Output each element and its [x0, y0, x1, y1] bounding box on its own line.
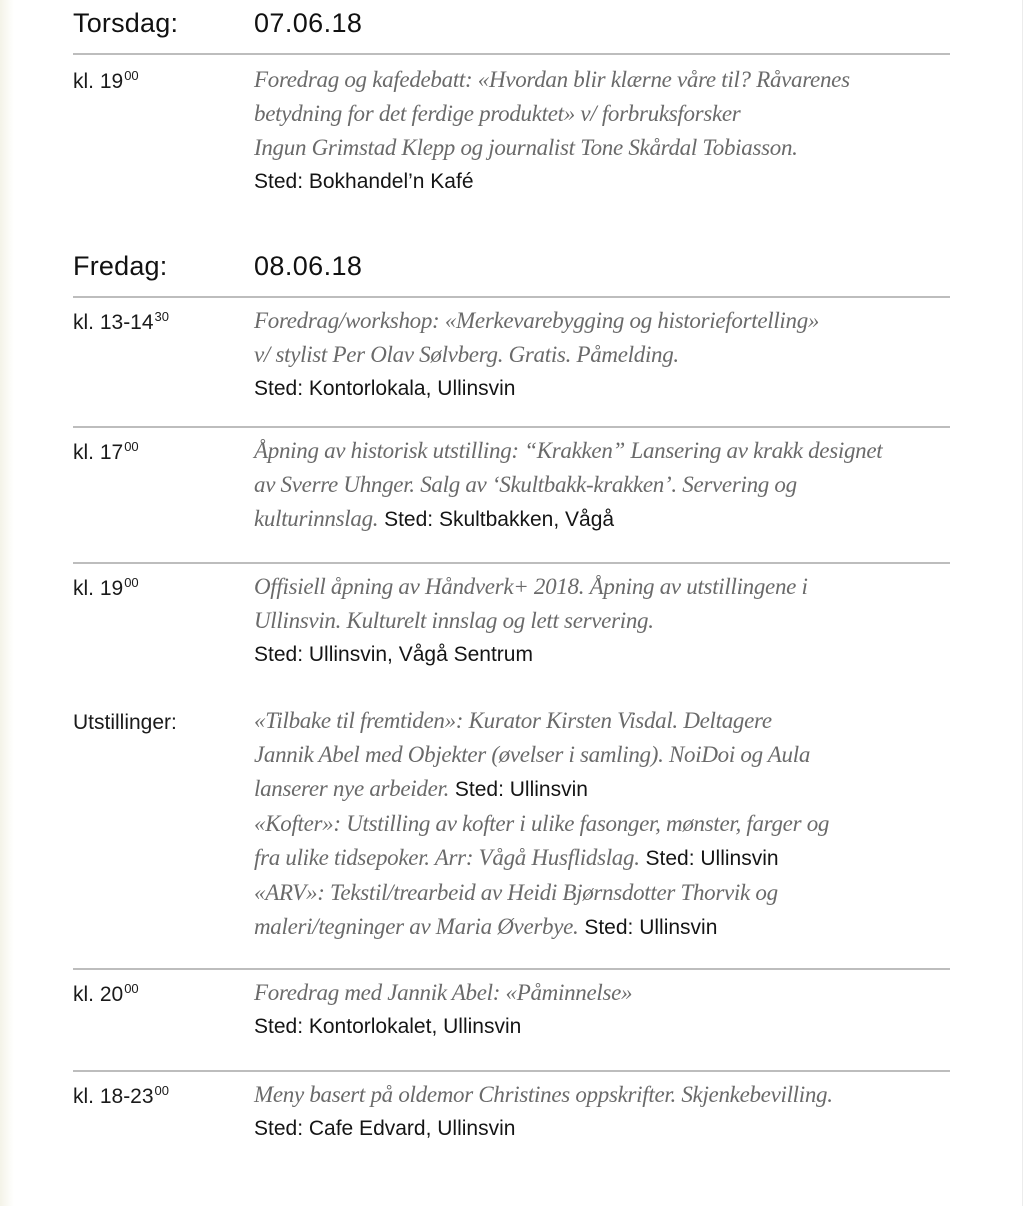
exhibitions-list — [254, 704, 950, 968]
event-time — [73, 570, 254, 672]
description-line: «Kofter»: Utstilling av kofter i ulike fasonger, mønster, farger og — [254, 811, 830, 836]
day-name: Torsdag: — [73, 8, 179, 38]
time-main: kl. 19 — [73, 70, 124, 93]
exhibition-entry — [254, 876, 950, 945]
description-line: Foredrag/workshop: «Merkevarebygging og historiefortelling» — [254, 308, 820, 333]
event-place: Sted: Bokhandel’n Kafé — [254, 170, 474, 193]
event-place: Sted: Kontorlokala, Ullinsvin — [254, 377, 516, 400]
exhibition-place: Sted: Ullinsvin — [645, 847, 779, 870]
description-line: Offisiell åpning av Håndverk+ 2018. Åpning av utstillingene i — [254, 574, 808, 599]
description-line-with-place — [254, 772, 950, 807]
description-line: Meny basert på oldemor Christines oppskrifter. Skjenkebevilling. — [254, 1082, 833, 1107]
day-date: 08.06.18 — [254, 251, 363, 281]
time-main: kl. 20 — [73, 983, 124, 1006]
event-description — [254, 434, 950, 562]
page-edge-right — [1022, 0, 1023, 1206]
exhibitions-label — [73, 704, 254, 968]
description-line: «ARV»: Tekstil/trearbeid av Heidi Bjørnsdotter Thorvik og — [254, 880, 778, 905]
exhibitions-item — [73, 672, 950, 968]
event-description — [254, 976, 950, 1070]
event-time — [73, 976, 254, 1070]
day-section-fredag — [73, 247, 950, 1146]
event-item — [73, 428, 950, 562]
time-minutes: 00 — [124, 439, 139, 454]
description-line: v/ stylist Per Olav Sølvberg. Gratis. Påmelding. — [254, 342, 679, 367]
exhibition-entry — [254, 704, 950, 807]
description-line-with-place — [254, 841, 950, 876]
description-line: lanserer nye arbeider. — [254, 776, 450, 801]
event-description — [254, 304, 950, 426]
description-line-with-place — [254, 502, 950, 537]
event-time — [73, 1078, 254, 1146]
time-main: kl. 19 — [73, 577, 124, 600]
description-line: betydning for det ferdige produktet» v/ forbruksforsker — [254, 101, 741, 126]
time-main: kl. 17 — [73, 441, 124, 464]
description-line: Ullinsvin. Kulturelt innslag og lett servering. — [254, 608, 654, 633]
description-line: Åpning av historisk utstilling: “Krakken” Lansering av krakk designet — [254, 438, 883, 463]
event-item — [73, 298, 950, 426]
time-main: kl. 13-14 — [73, 311, 154, 334]
day-name: Fredag: — [73, 251, 168, 281]
event-description — [254, 63, 950, 199]
day-header — [73, 0, 950, 53]
time-minutes: 00 — [124, 575, 139, 590]
time-minutes: 00 — [124, 68, 139, 83]
day-header — [73, 247, 950, 296]
exhibition-entry — [254, 807, 950, 876]
event-place: Sted: Cafe Edvard, Ullinsvin — [254, 1117, 516, 1140]
event-item — [73, 970, 950, 1070]
day-date: 07.06.18 — [254, 8, 363, 38]
event-item — [73, 1072, 950, 1146]
description-line: av Sverre Uhnger. Salg av ‘Skultbakk-krakken’. Servering og — [254, 472, 797, 497]
description-line: Foredrag med Jannik Abel: «Påminnelse» — [254, 980, 633, 1005]
time-main: kl. 18-23 — [73, 1085, 154, 1108]
description-line-with-place — [254, 910, 950, 945]
exhibition-place: Sted: Ullinsvin — [584, 916, 718, 939]
event-place: Sted: Skultbakken, Vågå — [384, 508, 615, 531]
time-minutes: 30 — [154, 309, 170, 324]
event-item — [73, 564, 950, 672]
time-minutes: 00 — [124, 981, 139, 996]
description-line: maleri/tegninger av Maria Øverbye. — [254, 914, 579, 939]
event-description — [254, 1078, 950, 1146]
event-time — [73, 434, 254, 562]
exhibition-place: Sted: Ullinsvin — [454, 778, 588, 801]
description-line: Foredrag og kafedebatt: «Hvordan blir klærne våre til? Råvarenes — [254, 67, 850, 92]
event-item — [73, 55, 950, 199]
page-edge-left — [0, 0, 14, 1206]
time-minutes: 00 — [154, 1083, 170, 1098]
description-line: Jannik Abel med Objekter (øvelser i samling). NoiDoi og Aula — [254, 742, 811, 767]
description-line: Ingun Grimstad Klepp og journalist Tone Skårdal Tobiasson. — [254, 135, 798, 160]
event-time — [73, 63, 254, 199]
event-description — [254, 570, 950, 672]
day-section-torsdag — [73, 0, 950, 199]
time-main: Utstillinger: — [73, 711, 177, 734]
description-line: «Tilbake til fremtiden»: Kurator Kirsten Visdal. Deltagere — [254, 708, 772, 733]
event-time — [73, 304, 254, 426]
description-line: kulturinnslag. — [254, 506, 379, 531]
description-line: fra ulike tidsepoker. Arr: Vågå Husflidslag. — [254, 845, 640, 870]
event-place: Sted: Kontorlokalet, Ullinsvin — [254, 1015, 522, 1038]
event-place: Sted: Ullinsvin, Vågå Sentrum — [254, 643, 533, 666]
